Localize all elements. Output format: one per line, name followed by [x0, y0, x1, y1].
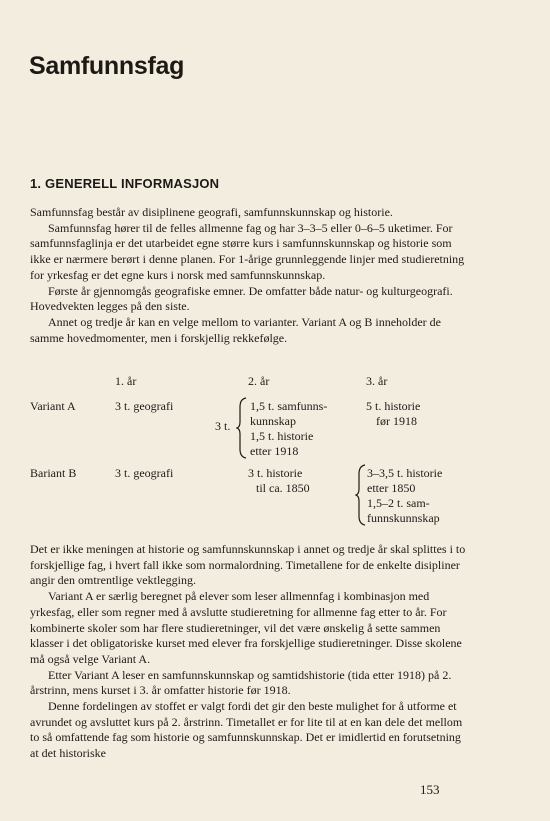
page-number: 153 [420, 782, 440, 797]
body-text [30, 542, 468, 762]
variant-b-year-1: 3 t. geografi [115, 466, 174, 480]
variant-b-year-3-line-2: etter 1850 [367, 481, 416, 495]
intro-paragraph-4: Annet og tredje år kan en velge mellom to varianter. Variant A og B inneholder de samme hovedmomenter, men i forskjellig rekkefølge. [30, 314, 441, 345]
variant-b-label: Bariant B [30, 466, 77, 480]
page-heading: Samfunnsfag [29, 52, 185, 80]
column-header-year-2: 2. år [248, 374, 270, 388]
variant-a-year-2-line-1: 1,5 t. samfunns- [250, 399, 328, 413]
body-paragraph-1: Det er ikke meningen at historie og samfunnskunnskap i annet og tredje år skal splittes i to forskjellige fag, i hvert fall ikke som normalordning. Timetallene for de enkelte disipliner angir den omtrentlige vektlegging. [30, 542, 466, 588]
intro-paragraph-3: Første år gjennomgås geografiske emner. De omfatter både natur- og kulturgeografi. Hovedvekten legges på den siste. [30, 283, 453, 314]
variant-a-year-2-line-2: kunnskap [250, 414, 296, 428]
variant-a-year-2-bracket-label: 3 t. [215, 419, 231, 433]
variant-b-year-3-line-4: funnskunnskap [367, 511, 440, 525]
body-paragraph-4: Denne fordelingen av stoffet er valgt fordi det gir den beste mulighet for å utforme et avrundet og avsluttet kurs på 2. årstrinn. Timetallet er for lite til at en kan dele det mellom to så omfattende fag som historie og samfunnskunnskap. Det er imidlertid en forutsetning at det historiske [30, 699, 463, 761]
section-title: 1. GENERELL INFORMASJON [30, 176, 220, 191]
variant-b-year-2-line-1: 3 t. historie [248, 466, 303, 480]
intro-text [30, 205, 468, 346]
left-brace [236, 397, 248, 459]
intro-paragraph-2: Samfunnsfag hører til de felles allmenne fag og har 3–3–5 eller 0–6–5 uketimer. For samfunnsfaglinja er det utarbeidet egne større kurs i samfunnskunnskap og historie som ikke er nærmere berørt i denne planen. For 1-årige grunnleggende linjer med studieretning for yrkesfag er det egne kurs i norsk med samfunnskunnskap. [30, 220, 465, 282]
body-paragraph-2: Variant A er særlig beregnet på elever som leser allmennfag i kombinasjon med yrkesfag, eller som regner med å avslutte studieretning for allmenne fag etter to år. For kombinerte skoler som har flere studieretninger, vil det være ønskelig å sette sammen klasser i det obligatoriske kurset med elever fra forskjellige studieretninger. Disse skolene må også velge Variant A. [30, 589, 462, 666]
column-header-year-1: 1. år [115, 374, 137, 388]
left-brace [355, 464, 367, 526]
body-paragraph-3: Etter Variant A leser en samfunnskunnskap og samtidshistorie (tida etter 1918) på 2. årstrinn, mens kurset i 3. år omfatter historie før 1918. [30, 667, 452, 698]
variant-a-year-2-line-4: etter 1918 [250, 444, 299, 458]
variant-b-year-3-line-1: 3–3,5 t. historie [367, 466, 443, 480]
intro-paragraph-1: Samfunnsfag består av disiplinene geografi, samfunnskunnskap og historie. [30, 205, 393, 219]
variant-a-year-1: 3 t. geografi [115, 399, 174, 413]
column-header-year-3: 3. år [366, 374, 388, 388]
variant-a-year-3-line-1: 5 t. historie [366, 399, 421, 413]
variant-b-year-3-line-3: 1,5–2 t. sam- [367, 496, 430, 510]
variant-b-year-2-line-2: til ca. 1850 [256, 481, 310, 495]
variant-a-year-2-line-3: 1,5 t. historie [250, 429, 314, 443]
variant-a-year-3-line-2: før 1918 [376, 414, 417, 428]
variant-a-label: Variant A [30, 399, 76, 413]
